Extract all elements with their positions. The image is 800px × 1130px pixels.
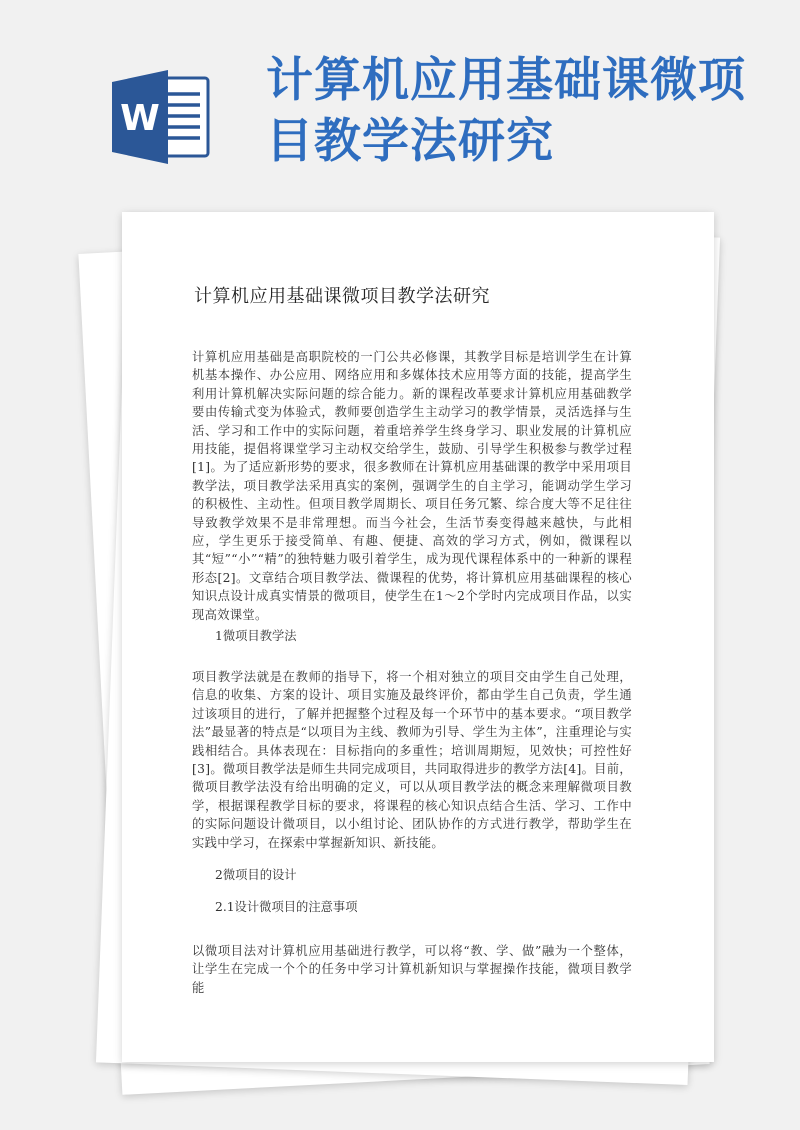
svg-text:W: W: [120, 98, 160, 139]
banner: [0, 0, 800, 200]
document-title: 计算机应用基础课微项目教学法研究: [194, 286, 490, 307]
document-page: [122, 212, 714, 1062]
banner-title: 计算机应用基础课微项目教学法研究: [266, 53, 746, 169]
paragraph: 项目教学法就是在教师的指导下，将一个相对独立的项目交由学生自己处理，信息的收集、方案的设计、项目实施及最终评价，都由学生自己负责，学生通过该项目的进行，了解并把握整个过程及每一个环节中的基本要求。“项目教学法”最显著的特点是“以项目为主线、教师为引导、学生为主体”，注重理论与实践相结合。具体表现在：目标指向的多重性；培训周期短，见效快；可控性好[3]。微项目教学法是师生共同完成项目，共同取得进步的教学方法[4]。目前，微项目教学法没有给出明确的定义，可以从项目教学法的概念来理解微项目教学，根据课程教学目标的要求，将课程的核心知识点结合生活、学习、工作中的实际问题设计微项目，以小组讨论、团队协作的方式进行教学，帮助学生在实践中学习，在探索中掌握新知识、新技能。: [192, 670, 632, 850]
paragraph: 计算机应用基础是高职院校的一门公共必修课，其教学目标是培训学生在计算机基本操作、办公应用、网络应用和多媒体技术应用等方面的技能，提高学生利用计算机解决实际问题的综合能力。新的课程改革要求计算机应用基础教学要由传输式变为体验式，教师要创造学生主动学习的教学情景，灵活选择与生活、学习和工作中的实际问题，着重培养学生终身学习、职业发展的计算机应用技能，提倡将课堂学习主动权交给学生，鼓励、引导学生积极参与教学过程[1]。为了适应新形势的要求，很多教师在计算机应用基础课的教学中采用项目教学法，项目教学法采用真实的案例，强调学生的自主学习，能调动学生学习的积极性、主动性。但项目教学周期长、项目任务冗繁、综合度大等不足往往导致教学效果不是非常理想。而当今社会，生活节奏变得越来越快，与此相应，学生更乐于接受简单、有趣、便捷、高效的学习方式，例如，微课程以其“短”“小”“精”的独特魅力吸引着学生，成为现代课程体系中的一种新的课程形态[2]。文章结合项目教学法、微课程的优势，将计算机应用基础课程的核心知识点设计成真实情景的微项目，使学生在1～2个学时内完成项目作品，以实现高效课堂。: [192, 350, 632, 622]
section-heading: 1微项目教学法: [215, 629, 297, 643]
subsection-heading: 2.1设计微项目的注意事项: [215, 900, 358, 914]
section-heading: 2微项目的设计: [215, 868, 297, 882]
paragraph: 以微项目法对计算机应用基础进行教学，可以将“教、学、做”融为一个整体，让学生在完成一个个的任务中学习计算机新知识与掌握操作技能，微项目教学能: [192, 944, 632, 995]
word-document-icon: [112, 68, 212, 164]
